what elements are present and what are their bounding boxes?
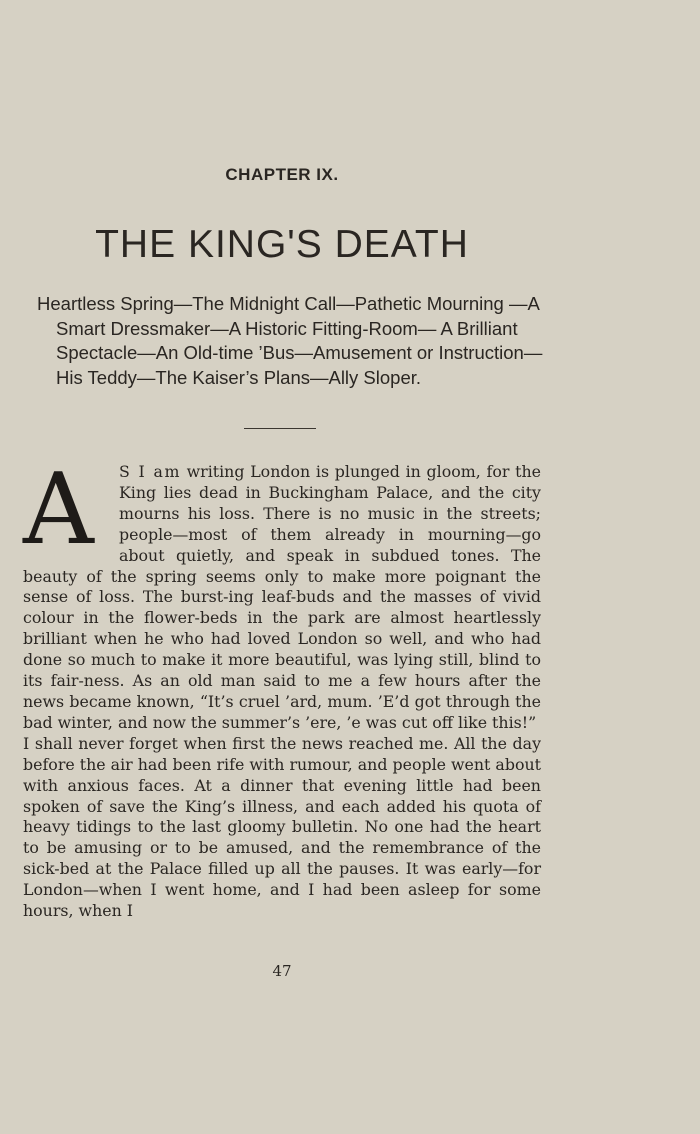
lead-words: S I am xyxy=(119,462,181,481)
chapter-number: CHAPTER IX. xyxy=(225,165,339,184)
paragraph-2: I shall never forget when first the news reached me. All the day before the air had been rife with rumour, and people went about with anxious faces. At a dinner that evening little had been spoken of save the King’s illness, and each added his quota of heavy tidings to the last gloomy bulletin. No one had the heart to be amusing or to be amused, and the remembrance of the sick-bed at the Palace filled up all the pauses. It was early—for London—when I went home, and I had been asleep for some hours, when I xyxy=(23,733,541,921)
paragraph-1-text: writing London is plunged in gloom, for the King lies dead in Buckingham Palace, and the city mourns his loss. There is no music in the streets; people—most of them already in mourning—go about quietly, and speak in subdued tones. The beauty of the spring seems only to make more poignant the sense of loss. The burst-ing leaf-buds and the masses of vivid colour in the flower-beds in the park are almost heartlessly brilliant when he who had loved London so well, and who had done so much to make it more beautiful, was lying still, blind to its fair-ness. As an old man said to me a few hours after the news became known, “It’s cruel ’ard, mum. ’E’d got through the bad winter, and now the summer’s ’ere, ’e was cut off like this!” xyxy=(23,462,541,732)
chapter-body xyxy=(23,453,541,922)
chapter-title: THE KING'S DEATH xyxy=(95,223,469,266)
section-divider xyxy=(244,428,316,429)
drop-cap: A xyxy=(23,453,94,567)
page-number: 47 xyxy=(272,962,292,980)
paragraph-1 xyxy=(23,453,541,734)
chapter-synopsis: Heartless Spring—The Midnight Call—Pathetic Mourning —A Smart Dressmaker—A Historic Fitting-Room— A Brilliant Spectacle—An Old-time ’Bus—Amusement or Instruction—His Teddy—The Kaiser’s Plans—Ally Sloper. xyxy=(37,293,543,388)
